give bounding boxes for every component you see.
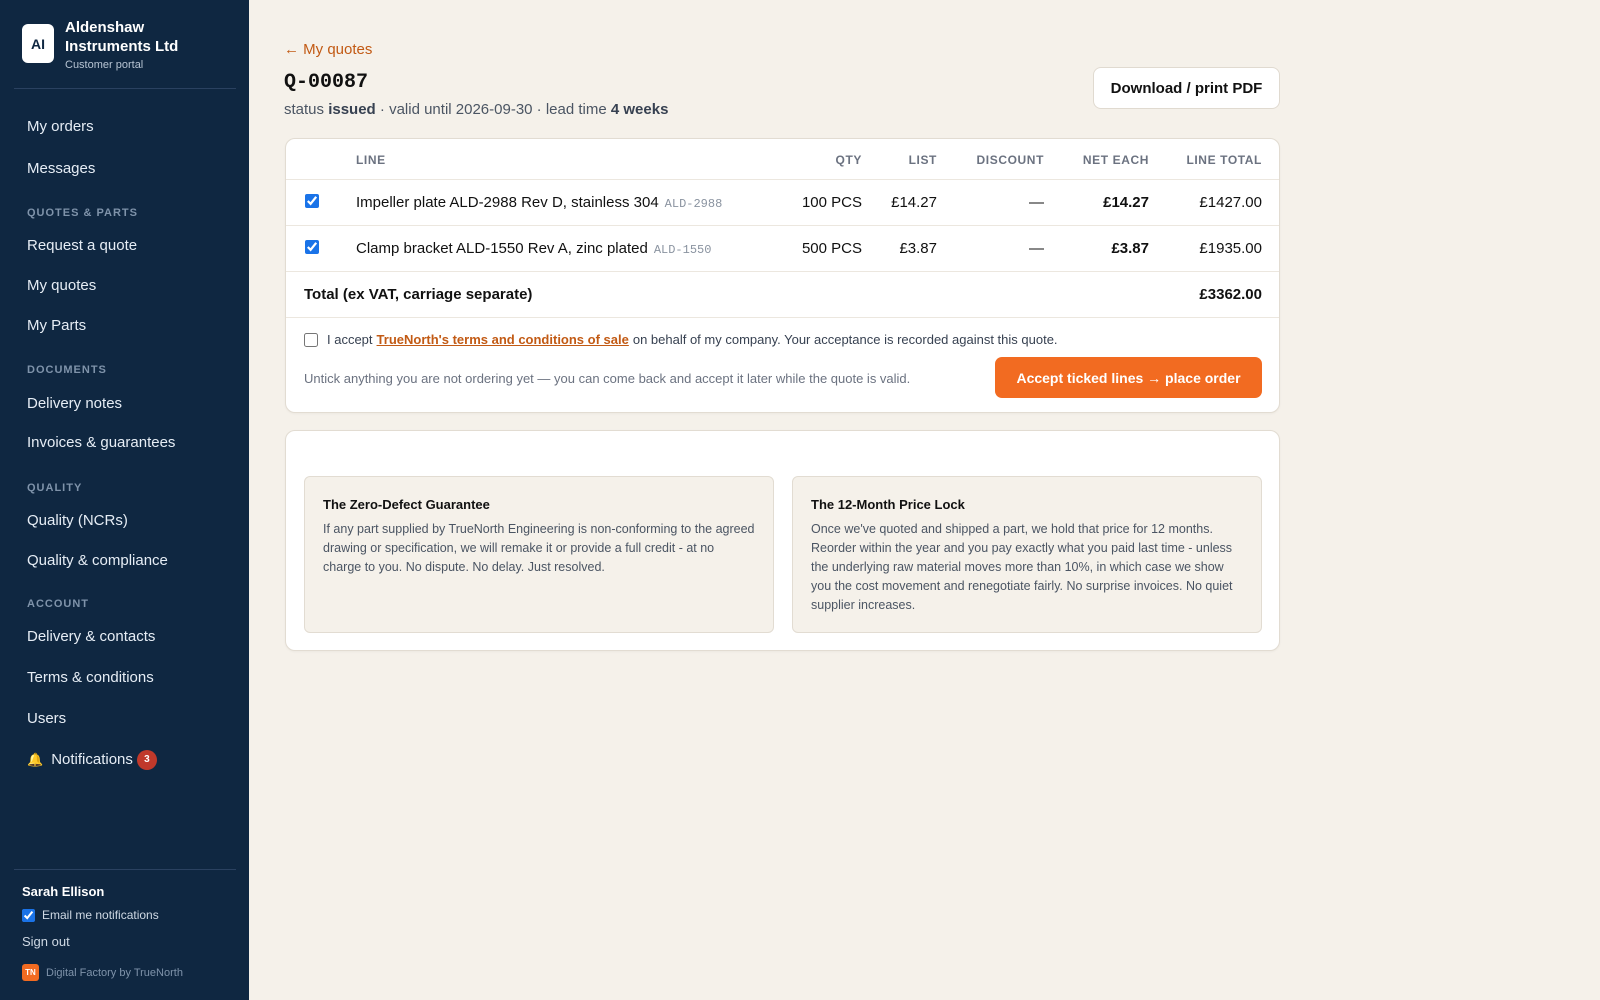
line-2-part-code: ALD-1550 bbox=[653, 243, 712, 257]
guarantee-title: The 12-Month Price Lock bbox=[811, 497, 965, 512]
sidebar-section-quality: QUALITY bbox=[27, 482, 83, 494]
line-1-discount: — bbox=[1029, 194, 1044, 211]
sidebar-item-request-quote[interactable]: Request a quote bbox=[27, 237, 138, 254]
table-row-description bbox=[356, 194, 722, 211]
brand bbox=[0, 0, 249, 88]
email-notifications-label: Email me notifications bbox=[42, 908, 159, 922]
sidebar-item-messages[interactable]: Messages bbox=[27, 160, 96, 177]
company-logo: AI bbox=[22, 24, 54, 63]
total-label: Total (ex VAT, carriage separate) bbox=[304, 286, 533, 303]
accept-lines-place-order-button[interactable]: Accept ticked lines → place order bbox=[995, 357, 1262, 398]
sign-out-link[interactable]: Sign out bbox=[22, 934, 70, 949]
sidebar-section-quotes: QUOTES & PARTS bbox=[27, 207, 138, 219]
column-header-discount: DISCOUNT bbox=[976, 153, 1044, 167]
accept-terms-prefix: I accept bbox=[327, 332, 373, 347]
price-lock-guarantee bbox=[792, 476, 1262, 633]
column-header-qty: QTY bbox=[835, 153, 862, 167]
table-divider bbox=[286, 271, 1279, 272]
line-1-checkbox[interactable] bbox=[305, 194, 319, 208]
sidebar-item-invoices[interactable]: Invoices & guarantees bbox=[27, 434, 176, 451]
acceptance-hint: Untick anything you are not ordering yet — you can come back and accept it later while the quote is valid. bbox=[304, 371, 911, 386]
table-divider bbox=[286, 179, 1279, 180]
line-1-net-each: £14.27 bbox=[1103, 194, 1149, 211]
line-1-qty: 100 PCS bbox=[801, 194, 862, 211]
company-name: Aldenshaw Instruments Ltd bbox=[65, 19, 179, 55]
terms-of-sale-link[interactable]: TrueNorth's terms and conditions of sale bbox=[376, 332, 629, 347]
status-value: issued bbox=[328, 101, 376, 118]
notifications-count-badge: 3 bbox=[137, 750, 157, 770]
line-1-total: £1427.00 bbox=[1199, 194, 1262, 211]
zero-defect-guarantee bbox=[304, 476, 774, 633]
footer-brand bbox=[22, 964, 183, 981]
portal-label: Customer portal bbox=[65, 59, 144, 71]
back-to-quotes-link[interactable]: ← My quotes bbox=[284, 41, 373, 58]
notifications-label: Notifications bbox=[51, 750, 133, 768]
sidebar-item-quality-ncrs[interactable]: Quality (NCRs) bbox=[27, 512, 128, 529]
table-divider bbox=[286, 317, 1279, 318]
sidebar bbox=[0, 0, 249, 1000]
table-divider bbox=[286, 225, 1279, 226]
truenorth-logo: TN bbox=[22, 964, 39, 981]
download-pdf-button[interactable]: Download / print PDF bbox=[1093, 67, 1280, 109]
email-notifications-checkbox[interactable] bbox=[22, 909, 35, 922]
validity-text: · valid until 2026-09-30 · lead time bbox=[379, 101, 607, 118]
sidebar-item-terms[interactable]: Terms & conditions bbox=[27, 669, 154, 686]
sidebar-divider bbox=[14, 869, 236, 870]
guarantee-title: The Zero-Defect Guarantee bbox=[323, 497, 490, 512]
sidebar-item-quality-compliance[interactable]: Quality & compliance bbox=[27, 552, 168, 569]
sidebar-item-delivery-contacts[interactable]: Delivery & contacts bbox=[27, 628, 156, 645]
sidebar-item-delivery-notes[interactable]: Delivery notes bbox=[27, 395, 123, 412]
table-row-description bbox=[356, 240, 711, 257]
quote-meta bbox=[284, 101, 668, 118]
line-2-list: £3.87 bbox=[899, 240, 937, 257]
column-header-line-total: LINE TOTAL bbox=[1186, 153, 1262, 167]
line-2-description: Clamp bracket ALD-1550 Rev A, zinc plated bbox=[356, 240, 648, 257]
guarantee-body: If any part supplied by TrueNorth Engineering is non-conforming to the agreed drawing or specification, we will remake it or provide a full credit - at no charge to you. No dispute. No delay. Just resolved. bbox=[323, 522, 755, 574]
line-2-checkbox[interactable] bbox=[305, 240, 319, 254]
accept-terms-row[interactable] bbox=[304, 332, 1058, 347]
sidebar-item-users[interactable]: Users bbox=[27, 710, 67, 727]
line-2-discount: — bbox=[1029, 240, 1044, 257]
total-value: £3362.00 bbox=[1199, 286, 1262, 303]
sidebar-divider bbox=[14, 88, 236, 89]
sidebar-item-my-quotes[interactable]: My quotes bbox=[27, 277, 97, 294]
accept-terms-checkbox[interactable] bbox=[304, 333, 318, 347]
sidebar-item-notifications[interactable] bbox=[27, 750, 157, 770]
sidebar-section-documents: DOCUMENTS bbox=[27, 364, 107, 376]
bell-icon: 🔔 bbox=[27, 751, 44, 767]
line-1-part-code: ALD-2988 bbox=[664, 197, 723, 211]
line-2-qty: 500 PCS bbox=[801, 240, 862, 257]
line-1-description: Impeller plate ALD-2988 Rev D, stainless 304 bbox=[356, 194, 659, 211]
sidebar-item-my-parts[interactable]: My Parts bbox=[27, 317, 87, 334]
sidebar-item-my-orders[interactable]: My orders bbox=[27, 118, 94, 135]
column-header-net-each: NET EACH bbox=[1082, 153, 1149, 167]
footer-text: Digital Factory by TrueNorth bbox=[46, 966, 183, 979]
column-header-list: LIST bbox=[908, 153, 937, 167]
guarantee-body: Once we've quoted and shipped a part, we hold that price for 12 months. Reorder within the year and you pay exactly what you paid last time - unless the underlying raw material moves more than 10%, in which case we show you the cost movement and renegotiate fairly. No surprise invoices. No quiet supplier increases. bbox=[811, 522, 1233, 612]
column-header-line: LINE bbox=[356, 153, 386, 167]
line-2-net-each: £3.87 bbox=[1111, 240, 1149, 257]
lead-time-value: 4 weeks bbox=[610, 101, 669, 118]
accept-terms-suffix: on behalf of my company. Your acceptance is recorded against this quote. bbox=[632, 332, 1058, 347]
line-1-list: £14.27 bbox=[891, 194, 937, 211]
quote-lines-card bbox=[285, 138, 1280, 413]
status-label: status bbox=[284, 101, 325, 118]
sidebar-section-account: ACCOUNT bbox=[27, 598, 89, 610]
user-name: Sarah Ellison bbox=[22, 884, 105, 899]
guarantees-card bbox=[285, 430, 1280, 651]
page-title: Q-00087 bbox=[284, 71, 369, 94]
line-2-total: £1935.00 bbox=[1199, 240, 1262, 257]
email-notifications-toggle[interactable] bbox=[22, 908, 159, 922]
